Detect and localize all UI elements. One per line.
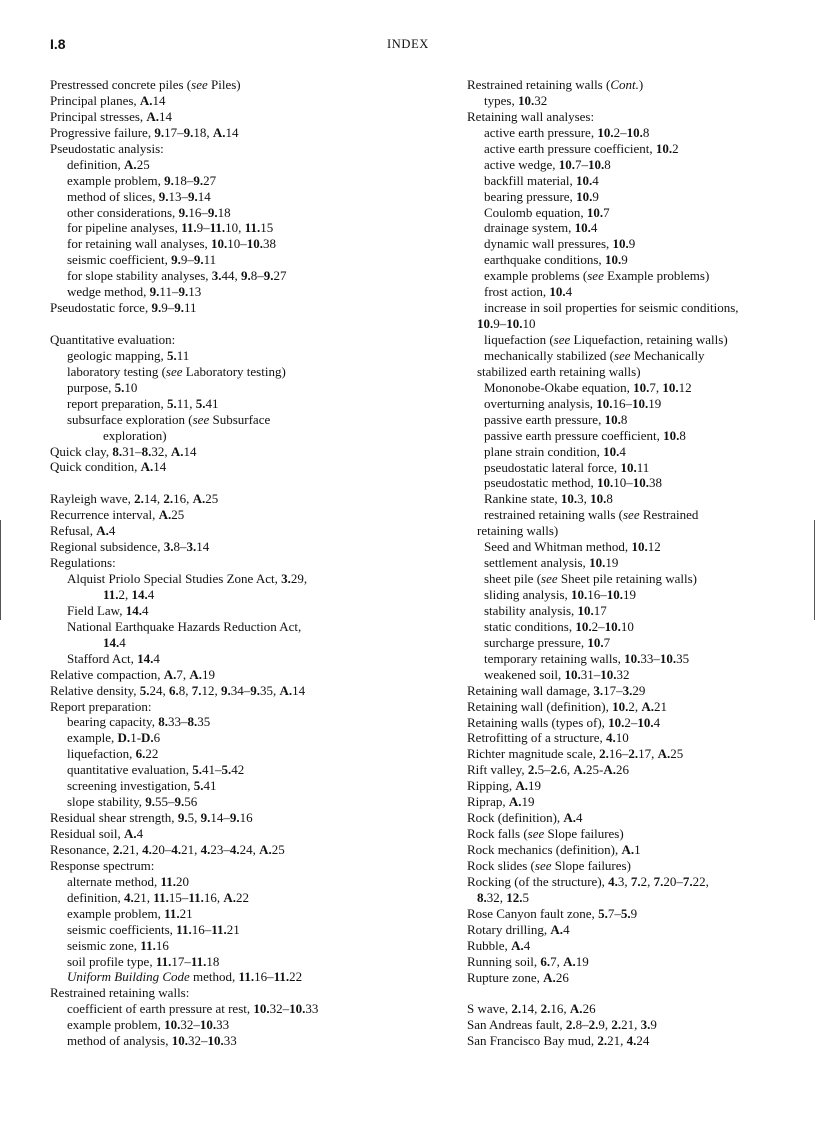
index-subentry: restrained retaining walls (see Restrained <box>484 507 699 523</box>
index-subentry: liquefaction (see Liquefaction, retaining walls) <box>484 332 728 347</box>
index-entry: Pseudostatic force, 9.9–9.11 <box>50 300 197 316</box>
index-subentry: overturning analysis, 10.16–10.19 <box>484 395 662 411</box>
index-subentry: Stafford Act, 14.4 <box>67 650 160 666</box>
index-subentry: stability analysis, 10.17 <box>484 602 607 618</box>
index-subentry: Field Law, 14.4 <box>67 602 149 618</box>
index-subentry: for pipeline analyses, 11.9–11.10, 11.15 <box>67 220 274 236</box>
index-entry: Retrofitting of a structure, 4.10 <box>467 730 629 746</box>
index-entry: Rift valley, 2.5–2.6, A.25-A.26 <box>467 762 630 778</box>
index-entry: Quick clay, 8.31–8.32, A.14 <box>50 443 197 459</box>
page-number: I.8 <box>50 36 66 52</box>
index-subentry: retaining walls) <box>477 523 559 539</box>
left-edge-mark <box>0 520 1 620</box>
index-entry: Pseudostatic analysis: <box>50 140 164 156</box>
index-subentry: screening investigation, 5.41 <box>67 778 217 794</box>
index-subentry: seismic zone, 11.16 <box>67 937 169 953</box>
entry-spacer <box>50 316 405 332</box>
index-subentry: example problems (see Example problems) <box>484 268 710 284</box>
index-subentry: example problem, 11.21 <box>67 905 193 921</box>
index-entry: Rock falls (see Slope failures) <box>467 826 624 842</box>
index-entry: San Francisco Bay mud, 2.21, 4.24 <box>467 1033 650 1049</box>
index-subentry: definition, A.25 <box>67 156 150 172</box>
index-subentry: active wedge, 10.7–10.8 <box>484 156 611 172</box>
index-entry: Relative density, 5.24, 6.8, 7.12, 9.34–9.35, A.14 <box>50 682 306 698</box>
index-entry: Rotary drilling, A.4 <box>467 921 570 937</box>
index-subentry: pseudostatic lateral force, 10.11 <box>484 459 650 475</box>
index-entry: Regulations: <box>50 555 116 571</box>
index-subentry: seismic coefficients, 11.16–11.21 <box>67 921 240 937</box>
index-entry: Riprap, A.19 <box>467 794 535 810</box>
index-subentry: earthquake conditions, 10.9 <box>484 252 628 268</box>
index-subentry: types, 10.32 <box>484 92 548 108</box>
index-subentry: other considerations, 9.16–9.18 <box>67 204 231 220</box>
index-subentry: definition, 4.21, 11.15–11.16, A.22 <box>67 889 250 905</box>
index-entry: Rock mechanics (definition), A.1 <box>467 842 641 857</box>
index-subentry: Mononobe-Okabe equation, 10.7, 10.12 <box>484 379 692 395</box>
index-entry: Relative compaction, A.7, A.19 <box>50 666 215 682</box>
index-entry: Rock slides (see Slope failures) <box>467 857 631 873</box>
index-subentry: Rankine state, 10.3, 10.8 <box>484 491 613 507</box>
index-subentry: for slope stability analyses, 3.44, 9.8–9.27 <box>67 268 287 284</box>
index-subentry: 11.2, 14.4 <box>103 586 155 602</box>
index-entry: Rose Canyon fault zone, 5.7–5.9 <box>467 905 638 921</box>
index-subentry: soil profile type, 11.17–11.18 <box>67 953 220 969</box>
index-entry: Retaining walls (types of), 10.2–10.4 <box>467 714 661 730</box>
index-subentry: sheet pile (see Sheet pile retaining walls) <box>484 571 698 587</box>
index-subentry: backfill material, 10.4 <box>484 172 599 188</box>
index-entry: Quantitative evaluation: <box>50 331 176 347</box>
index-column-left <box>50 77 405 1049</box>
index-subentry: Seed and Whitman method, 10.12 <box>484 539 661 555</box>
index-subentry: National Earthquake Hazards Reduction Act, <box>67 618 302 634</box>
index-subentry: stabilized earth retaining walls) <box>477 363 641 379</box>
index-subentry: settlement analysis, 10.19 <box>484 555 619 571</box>
index-entry: Ripping, A.19 <box>467 778 542 794</box>
index-entry: Response spectrum: <box>50 857 155 873</box>
index-subentry: Uniform Building Code method, 11.16–11.22 <box>67 969 303 985</box>
index-subentry: static conditions, 10.2–10.10 <box>484 618 634 634</box>
index-subentry: dynamic wall pressures, 10.9 <box>484 236 636 252</box>
index-column-right <box>424 77 796 1049</box>
index-subentry: alternate method, 11.20 <box>67 873 190 889</box>
index-subentry: plane strain condition, 10.4 <box>484 443 626 459</box>
entry-spacer <box>50 475 405 491</box>
index-subentry: seismic coefficient, 9.9–9.11 <box>67 252 217 268</box>
index-subentry: coefficient of earth pressure at rest, 10.32–10.33 <box>67 1001 319 1017</box>
index-subentry: bearing pressure, 10.9 <box>484 188 599 204</box>
index-entry: Retaining wall damage, 3.17–3.29 <box>467 682 646 698</box>
index-entry: Rock (definition), A.4 <box>467 810 583 826</box>
index-subentry: subsurface exploration (see Subsurface <box>67 411 271 427</box>
index-subentry: slope stability, 9.55–9.56 <box>67 794 198 810</box>
index-subentry: report preparation, 5.11, 5.41 <box>67 395 219 411</box>
index-entry: Richter magnitude scale, 2.16–2.17, A.25 <box>467 746 684 762</box>
index-subentry: wedge method, 9.11–9.13 <box>67 284 202 300</box>
index-entry: San Andreas fault, 2.8–2.9, 2.21, 3.9 <box>467 1017 657 1033</box>
index-subentry: example problem, 10.32–10.33 <box>67 1017 230 1033</box>
index-entry: Principal planes, A.14 <box>50 92 166 108</box>
index-entry: Principal stresses, A.14 <box>50 108 173 124</box>
entry-spacer <box>424 985 796 1001</box>
index-entry: Residual soil, A.4 <box>50 826 144 842</box>
index-entry: Rocking (of the structure), 4.3, 7.2, 7.20–7.22, <box>467 873 709 889</box>
index-subentry: laboratory testing (see Laboratory testing) <box>67 363 286 379</box>
index-entry: Report preparation: <box>50 698 152 714</box>
index-subentry: method of analysis, 10.32–10.33 <box>67 1033 237 1049</box>
index-subentry: for retaining wall analyses, 10.10–10.38 <box>67 236 277 252</box>
index-entry: Quick condition, A.14 <box>50 459 167 475</box>
index-subentry: mechanically stabilized (see Mechanically <box>484 347 705 363</box>
index-entry: Rupture zone, A.26 <box>467 969 569 985</box>
index-subentry: pseudostatic method, 10.10–10.38 <box>484 475 663 491</box>
index-entry: Prestressed concrete piles (see Piles) <box>50 77 241 92</box>
running-head: INDEX <box>387 37 429 51</box>
index-subentry: active earth pressure, 10.2–10.8 <box>484 124 650 140</box>
index-entry: Residual shear strength, 9.5, 9.14–9.16 <box>50 810 253 826</box>
index-subentry: geologic mapping, 5.11 <box>67 347 190 363</box>
index-subentry: method of slices, 9.13–9.14 <box>67 188 211 204</box>
index-entry: Restrained retaining walls (Cont.) <box>467 77 644 92</box>
index-entry: Resonance, 2.21, 4.20–4.21, 4.23–4.24, A.25 <box>50 841 285 857</box>
right-edge-mark <box>814 520 815 620</box>
index-entry: Restrained retaining walls: <box>50 985 190 1001</box>
index-subentry: bearing capacity, 8.33–8.35 <box>67 714 211 730</box>
index-entry: Progressive failure, 9.17–9.18, A.14 <box>50 124 239 140</box>
index-entry: Rubble, A.4 <box>467 937 531 953</box>
index-subentry: 8.32, 12.5 <box>477 889 529 905</box>
index-subentry: increase in soil properties for seismic conditions, <box>484 300 739 316</box>
index-entry: Retaining wall (definition), 10.2, A.21 <box>467 698 668 714</box>
index-entry: Rayleigh wave, 2.14, 2.16, A.25 <box>50 491 219 507</box>
index-subentry: weakened soil, 10.31–10.32 <box>484 666 630 682</box>
index-subentry: surcharge pressure, 10.7 <box>484 634 611 650</box>
index-subentry: example, D.1-D.6 <box>67 730 161 746</box>
index-subentry: 10.9–10.10 <box>477 316 536 332</box>
index-subentry: sliding analysis, 10.16–10.19 <box>484 587 637 602</box>
index-subentry: temporary retaining walls, 10.33–10.35 <box>484 650 690 666</box>
index-subentry: example problem, 9.18–9.27 <box>67 172 217 188</box>
index-entry: Retaining wall analyses: <box>467 108 595 124</box>
index-subentry: passive earth pressure, 10.8 <box>484 411 628 427</box>
index-subentry: Coulomb equation, 10.7 <box>484 204 610 220</box>
index-entry: Running soil, 6.7, A.19 <box>467 953 589 969</box>
index-subentry: drainage system, 10.4 <box>484 220 598 236</box>
index-entry: S wave, 2.14, 2.16, A.26 <box>467 1001 596 1017</box>
index-subentry: passive earth pressure coefficient, 10.8 <box>484 427 686 443</box>
index-subentry: active earth pressure coefficient, 10.2 <box>484 140 679 156</box>
index-entry: Regional subsidence, 3.8–3.14 <box>50 539 210 555</box>
index-subentry: quantitative evaluation, 5.41–5.42 <box>67 762 245 778</box>
index-entry: Refusal, A.4 <box>50 523 116 539</box>
index-subentry: 14.4 <box>103 634 126 650</box>
index-subentry: exploration) <box>103 427 167 443</box>
index-subentry: Alquist Priolo Special Studies Zone Act, 3.29, <box>67 571 308 587</box>
index-subentry: frost action, 10.4 <box>484 284 573 300</box>
index-subentry: purpose, 5.10 <box>67 379 138 395</box>
index-entry: Recurrence interval, A.25 <box>50 507 185 523</box>
index-subentry: liquefaction, 6.22 <box>67 746 159 762</box>
